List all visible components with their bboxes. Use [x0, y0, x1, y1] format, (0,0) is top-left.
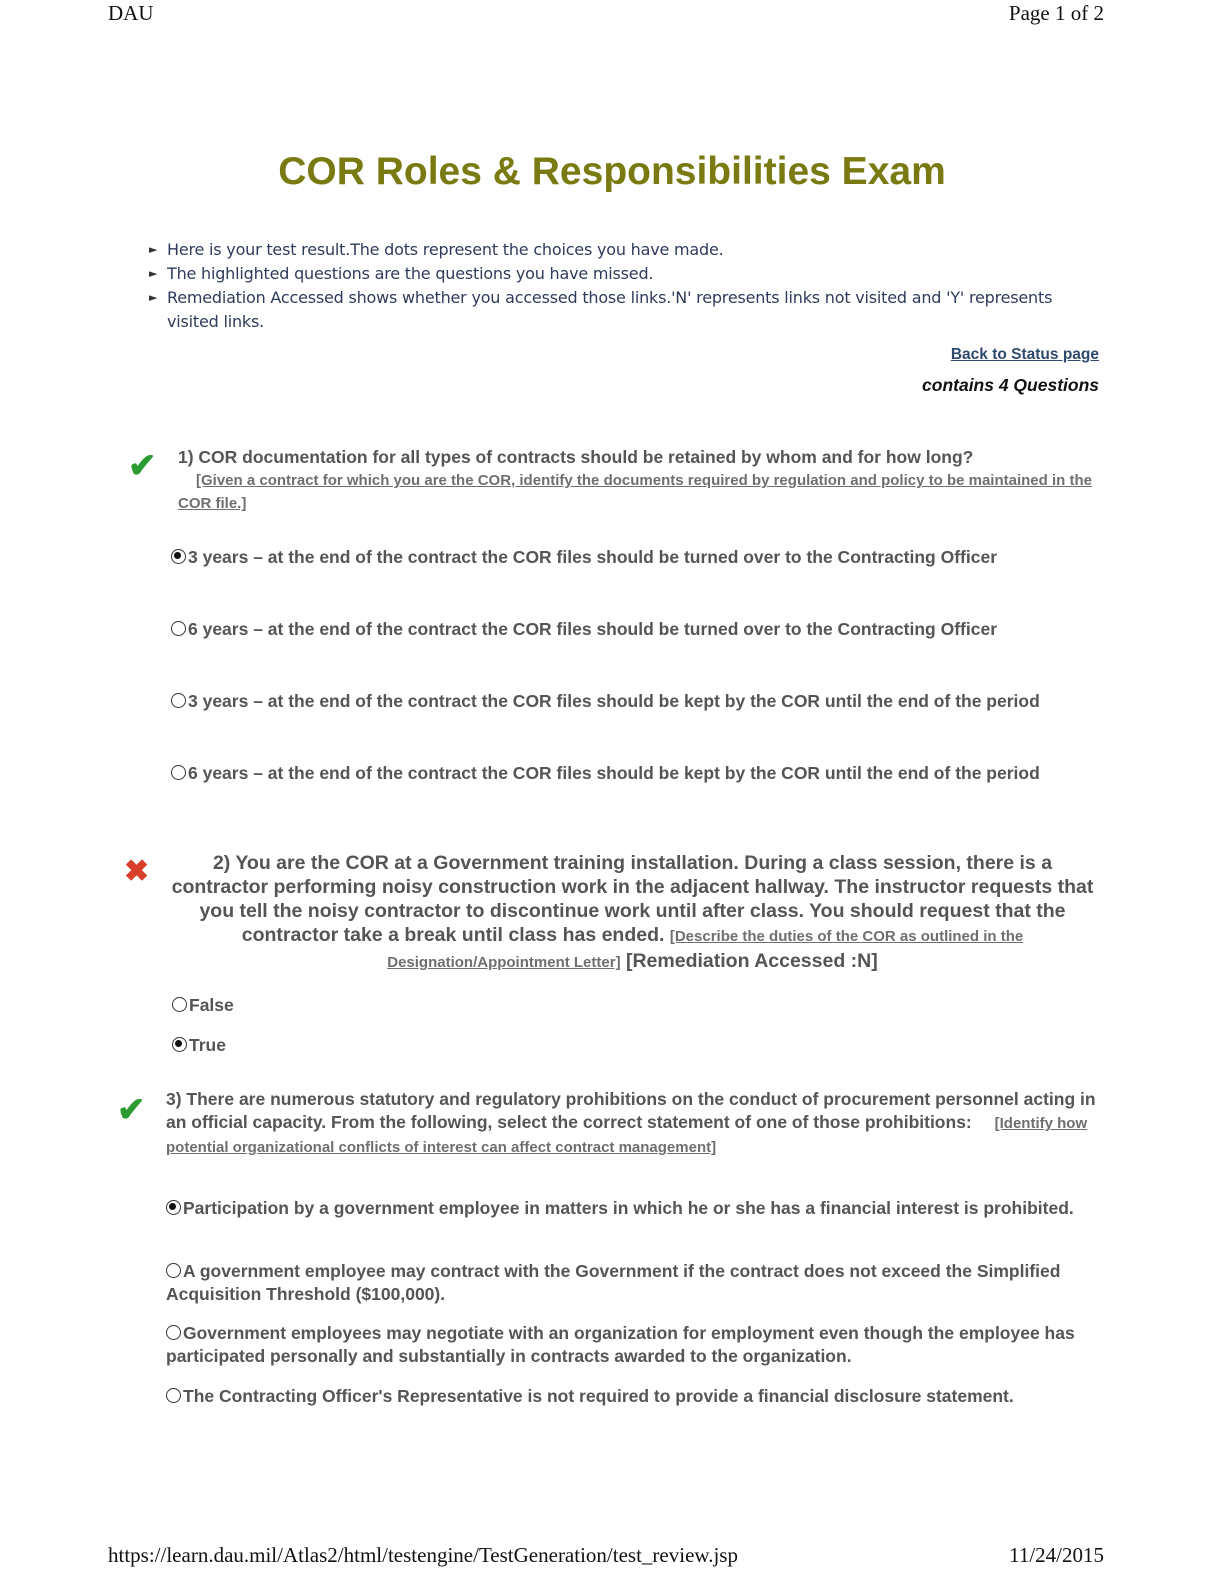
radio-unselected-icon[interactable] [166, 1263, 181, 1278]
bullet-arrow-icon: ► [149, 267, 158, 280]
question-count: contains 4 Questions [922, 375, 1099, 395]
instruction-item: ► The highlighted questions are the questions you have missed. [147, 262, 1107, 286]
instructions-list [147, 238, 1107, 334]
page-footer-url: https://learn.dau.mil/Atlas2/html/testengine/TestGeneration/test_review.jsp [108, 1543, 738, 1567]
question-2-option-2[interactable]: True [172, 1034, 226, 1057]
question-1-option-2[interactable]: 6 years – at the end of the contract the COR files should be turned over to the Contracting Officer [171, 618, 1071, 641]
question-3-option-3[interactable]: Government employees may negotiate with an organization for employment even though the employee has participated personally and substantially in contracts awarded to the organization. [166, 1323, 1075, 1366]
radio-unselected-icon[interactable] [171, 765, 186, 780]
question-1-option-1[interactable]: 3 years – at the end of the contract the COR files should be turned over to the Contracting Officer [171, 546, 1071, 569]
bullet-arrow-icon: ► [149, 291, 158, 304]
radio-selected-icon[interactable] [171, 549, 186, 564]
question-2-option-1[interactable]: False [172, 994, 234, 1017]
radio-unselected-icon[interactable] [166, 1325, 181, 1340]
page-header-left: DAU [108, 1, 154, 25]
radio-unselected-icon[interactable] [166, 1388, 181, 1403]
radio-selected-icon[interactable] [166, 1200, 181, 1215]
radio-unselected-icon[interactable] [172, 997, 187, 1012]
question-3-option-1[interactable]: Participation by a government employee in matters in which he or she has a financial interest is prohibited. [166, 1197, 1101, 1220]
question-2-reference-link[interactable]: [Describe the duties of the COR as outlined in the Designation/Appointment Letter] [387, 928, 1024, 971]
page-footer-date: 11/24/2015 [1009, 1543, 1104, 1567]
instruction-item: ► Remediation Accessed shows whether you accessed those links.'N' represents links not visited and 'Y' represents visited links. [149, 288, 1053, 331]
page-title: COR Roles & Responsibilities Exam [278, 150, 946, 193]
page-header-right: Page 1 of 2 [1008, 1, 1104, 25]
checkmark-icon: ✔ [128, 447, 157, 485]
checkmark-icon: ✔ [117, 1091, 146, 1129]
back-to-status-link[interactable]: Back to Status page [950, 346, 1099, 363]
bullet-arrow-icon: ► [149, 243, 158, 256]
radio-unselected-icon[interactable] [171, 621, 186, 636]
radio-unselected-icon[interactable] [171, 693, 186, 708]
x-mark-icon: ✖ [124, 855, 150, 888]
remediation-status: [Remediation Accessed :N] [625, 950, 878, 972]
question-3-text: 3) There are numerous statutory and regulatory prohibitions on the conduct of procurement personnel acting in an official capacity. From the following, select the correct statement of one of those prohibitions: [Identify how potential organizational conflicts of interest can affect contract management] [166, 1089, 1096, 1156]
question-1-text: 1) COR documentation for all types of contracts should be retained by whom and for how long? [Given a contract for which you are the COR, identify the documents required by regulation and policy to be maintained in the COR file.] [178, 446, 1098, 515]
question-1-option-3[interactable]: 3 years – at the end of the contract the COR files should be kept by the COR until the end of the period [171, 690, 1081, 713]
question-2-text: 2) You are the COR at a Government training installation. During a class session, there is a contractor performing noisy construction work in the adjacent hallway. The instructor requests that you tell the noisy contractor to discontinue work until after class. You should request that the contractor take a break until class has ended. [Describe the duties of the COR as outlined in the Designation/Appointment Letter] [Remediation Accessed :N] [171, 852, 1094, 972]
question-3-option-4[interactable]: The Contracting Officer's Representative is not required to provide a financial disclosure statement. [166, 1385, 1066, 1408]
question-3-reference-link[interactable]: [Identify how potential organizational conflicts of interest can affect contract management] [166, 1115, 1088, 1156]
question-1-option-4[interactable]: 6 years – at the end of the contract the COR files should be kept by the COR until the end of the period [171, 762, 1081, 785]
instruction-item: ► Here is your test result.The dots represent the choices you have made. [147, 238, 1107, 262]
radio-selected-icon[interactable] [172, 1037, 187, 1052]
question-1-reference-link[interactable]: [Given a contract for which you are the COR, identify the documents required by regulation and policy to be maintained in the COR file.] [178, 472, 1092, 512]
question-3-option-2[interactable]: A government employee may contract with the Government if the contract does not exceed the Simplified Acquisition Threshold ($100,000). [166, 1261, 1061, 1304]
